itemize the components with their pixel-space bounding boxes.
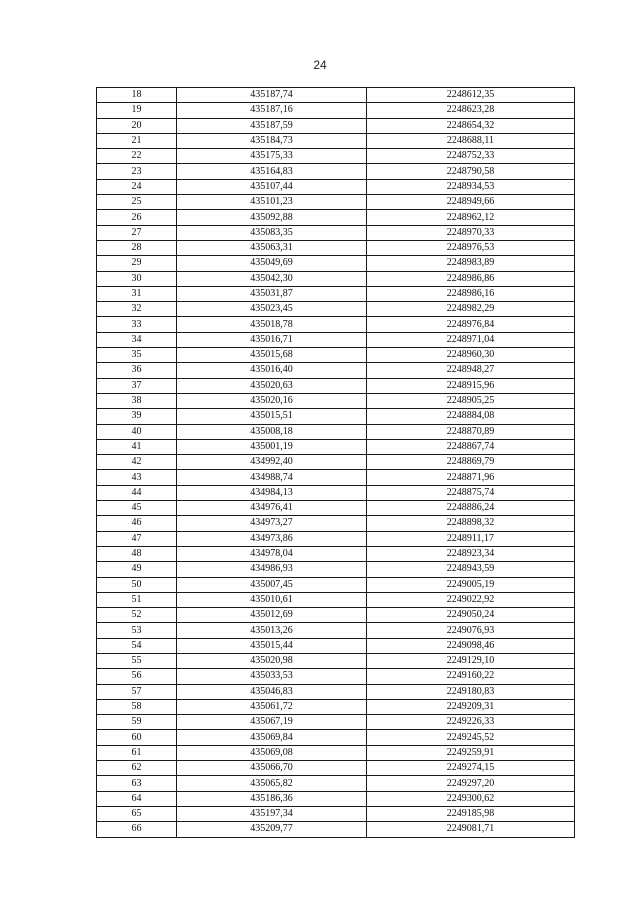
x-coordinate-cell: 435066,70: [177, 761, 367, 776]
table-row: [97, 378, 575, 393]
table-row: [97, 195, 575, 210]
x-coordinate-cell: 435013,26: [177, 623, 367, 638]
x-coordinate-cell: 434992,40: [177, 455, 367, 470]
table-row: [97, 699, 575, 714]
x-coordinate-cell: 434978,04: [177, 546, 367, 561]
x-coordinate-cell: 435042,30: [177, 271, 367, 286]
point-number-cell: 29: [97, 256, 177, 271]
x-coordinate-cell: 435023,45: [177, 302, 367, 317]
point-number-cell: 49: [97, 562, 177, 577]
y-coordinate-cell: 2248886,24: [367, 501, 575, 516]
point-number-cell: 50: [97, 577, 177, 592]
x-coordinate-cell: 434984,13: [177, 485, 367, 500]
x-coordinate-cell: 435020,98: [177, 653, 367, 668]
table-row: [97, 791, 575, 806]
table-row: [97, 715, 575, 730]
point-number-cell: 26: [97, 210, 177, 225]
x-coordinate-cell: 435083,35: [177, 225, 367, 240]
point-number-cell: 51: [97, 592, 177, 607]
point-number-cell: 21: [97, 133, 177, 148]
y-coordinate-cell: 2248898,32: [367, 516, 575, 531]
point-number-cell: 64: [97, 791, 177, 806]
point-number-cell: 37: [97, 378, 177, 393]
point-number-cell: 46: [97, 516, 177, 531]
table-row: [97, 103, 575, 118]
table-row: [97, 149, 575, 164]
point-number-cell: 25: [97, 195, 177, 210]
point-number-cell: 56: [97, 669, 177, 684]
x-coordinate-cell: 435015,51: [177, 409, 367, 424]
table-row: [97, 485, 575, 500]
table-row: [97, 210, 575, 225]
point-number-cell: 40: [97, 424, 177, 439]
table-row: [97, 562, 575, 577]
table-row: [97, 638, 575, 653]
y-coordinate-cell: 2248982,29: [367, 302, 575, 317]
table-row: [97, 608, 575, 623]
y-coordinate-cell: 2248983,89: [367, 256, 575, 271]
y-coordinate-cell: 2248934,53: [367, 179, 575, 194]
x-coordinate-cell: 435067,19: [177, 715, 367, 730]
y-coordinate-cell: 2249160,22: [367, 669, 575, 684]
table-row: [97, 730, 575, 745]
y-coordinate-cell: 2248986,86: [367, 271, 575, 286]
y-coordinate-cell: 2248688,11: [367, 133, 575, 148]
y-coordinate-cell: 2248623,28: [367, 103, 575, 118]
point-number-cell: 52: [97, 608, 177, 623]
table-row: [97, 501, 575, 516]
x-coordinate-cell: 435046,83: [177, 684, 367, 699]
table-row: [97, 776, 575, 791]
coordinates-table-body: [97, 88, 575, 838]
table-row: [97, 822, 575, 837]
table-row: [97, 531, 575, 546]
y-coordinate-cell: 2249005,19: [367, 577, 575, 592]
x-coordinate-cell: 435197,34: [177, 806, 367, 821]
point-number-cell: 59: [97, 715, 177, 730]
y-coordinate-cell: 2248884,08: [367, 409, 575, 424]
x-coordinate-cell: 435164,83: [177, 164, 367, 179]
y-coordinate-cell: 2248612,35: [367, 88, 575, 103]
x-coordinate-cell: 434973,86: [177, 531, 367, 546]
point-number-cell: 57: [97, 684, 177, 699]
point-number-cell: 34: [97, 332, 177, 347]
y-coordinate-cell: 2248949,66: [367, 195, 575, 210]
point-number-cell: 62: [97, 761, 177, 776]
point-number-cell: 28: [97, 240, 177, 255]
point-number-cell: 20: [97, 118, 177, 133]
y-coordinate-cell: 2248960,30: [367, 348, 575, 363]
x-coordinate-cell: 435107,44: [177, 179, 367, 194]
y-coordinate-cell: 2249274,15: [367, 761, 575, 776]
y-coordinate-cell: 2248948,27: [367, 363, 575, 378]
table-row: [97, 546, 575, 561]
x-coordinate-cell: 434973,27: [177, 516, 367, 531]
point-number-cell: 55: [97, 653, 177, 668]
y-coordinate-cell: 2248871,96: [367, 470, 575, 485]
x-coordinate-cell: 435020,16: [177, 393, 367, 408]
table-row: [97, 577, 575, 592]
x-coordinate-cell: 435012,69: [177, 608, 367, 623]
point-number-cell: 23: [97, 164, 177, 179]
x-coordinate-cell: 435001,19: [177, 439, 367, 454]
y-coordinate-cell: 2248923,34: [367, 546, 575, 561]
x-coordinate-cell: 434976,41: [177, 501, 367, 516]
y-coordinate-cell: 2248867,74: [367, 439, 575, 454]
point-number-cell: 18: [97, 88, 177, 103]
table-row: [97, 271, 575, 286]
point-number-cell: 19: [97, 103, 177, 118]
table-row: [97, 761, 575, 776]
x-coordinate-cell: 435033,53: [177, 669, 367, 684]
point-number-cell: 61: [97, 745, 177, 760]
point-number-cell: 60: [97, 730, 177, 745]
y-coordinate-cell: 2248943,59: [367, 562, 575, 577]
point-number-cell: 27: [97, 225, 177, 240]
y-coordinate-cell: 2248870,89: [367, 424, 575, 439]
table-row: [97, 393, 575, 408]
x-coordinate-cell: 435016,71: [177, 332, 367, 347]
x-coordinate-cell: 435092,88: [177, 210, 367, 225]
point-number-cell: 33: [97, 317, 177, 332]
x-coordinate-cell: 435008,18: [177, 424, 367, 439]
y-coordinate-cell: 2248976,53: [367, 240, 575, 255]
point-number-cell: 42: [97, 455, 177, 470]
table-row: [97, 424, 575, 439]
y-coordinate-cell: 2248752,33: [367, 149, 575, 164]
x-coordinate-cell: 435187,16: [177, 103, 367, 118]
y-coordinate-cell: 2249098,46: [367, 638, 575, 653]
point-number-cell: 30: [97, 271, 177, 286]
y-coordinate-cell: 2248911,17: [367, 531, 575, 546]
point-number-cell: 45: [97, 501, 177, 516]
y-coordinate-cell: 2249022,92: [367, 592, 575, 607]
y-coordinate-cell: 2249076,93: [367, 623, 575, 638]
x-coordinate-cell: 435031,87: [177, 286, 367, 301]
x-coordinate-cell: 435187,59: [177, 118, 367, 133]
y-coordinate-cell: 2248976,84: [367, 317, 575, 332]
point-number-cell: 58: [97, 699, 177, 714]
point-number-cell: 39: [97, 409, 177, 424]
point-number-cell: 41: [97, 439, 177, 454]
y-coordinate-cell: 2248654,32: [367, 118, 575, 133]
table-row: [97, 317, 575, 332]
table-row: [97, 348, 575, 363]
y-coordinate-cell: 2248962,12: [367, 210, 575, 225]
x-coordinate-cell: 435101,23: [177, 195, 367, 210]
page-number: 24: [313, 58, 327, 72]
point-number-cell: 32: [97, 302, 177, 317]
table-row: [97, 286, 575, 301]
table-row: [97, 409, 575, 424]
x-coordinate-cell: 435187,74: [177, 88, 367, 103]
table-row: [97, 439, 575, 454]
x-coordinate-cell: 435063,31: [177, 240, 367, 255]
table-row: [97, 470, 575, 485]
x-coordinate-cell: 435184,73: [177, 133, 367, 148]
table-row: [97, 516, 575, 531]
point-number-cell: 24: [97, 179, 177, 194]
y-coordinate-cell: 2248971,04: [367, 332, 575, 347]
point-number-cell: 54: [97, 638, 177, 653]
y-coordinate-cell: 2249180,83: [367, 684, 575, 699]
table-row: [97, 240, 575, 255]
x-coordinate-cell: 435010,61: [177, 592, 367, 607]
table-row: [97, 118, 575, 133]
table-row: [97, 332, 575, 347]
y-coordinate-cell: 2249185,98: [367, 806, 575, 821]
x-coordinate-cell: 434988,74: [177, 470, 367, 485]
x-coordinate-cell: 435061,72: [177, 699, 367, 714]
table-row: [97, 225, 575, 240]
y-coordinate-cell: 2248986,16: [367, 286, 575, 301]
x-coordinate-cell: 435016,40: [177, 363, 367, 378]
point-number-cell: 63: [97, 776, 177, 791]
table-row: [97, 363, 575, 378]
y-coordinate-cell: 2248905,25: [367, 393, 575, 408]
y-coordinate-cell: 2249259,91: [367, 745, 575, 760]
point-number-cell: 43: [97, 470, 177, 485]
table-row: [97, 179, 575, 194]
x-coordinate-cell: 435049,69: [177, 256, 367, 271]
x-coordinate-cell: 434986,93: [177, 562, 367, 577]
table-row: [97, 592, 575, 607]
x-coordinate-cell: 435007,45: [177, 577, 367, 592]
table-row: [97, 669, 575, 684]
point-number-cell: 22: [97, 149, 177, 164]
y-coordinate-cell: 2249209,31: [367, 699, 575, 714]
point-number-cell: 44: [97, 485, 177, 500]
table-row: [97, 623, 575, 638]
y-coordinate-cell: 2249300,62: [367, 791, 575, 806]
x-coordinate-cell: 435065,82: [177, 776, 367, 791]
y-coordinate-cell: 2249129,10: [367, 653, 575, 668]
x-coordinate-cell: 435209,77: [177, 822, 367, 837]
point-number-cell: 48: [97, 546, 177, 561]
y-coordinate-cell: 2248970,33: [367, 225, 575, 240]
point-number-cell: 36: [97, 363, 177, 378]
point-number-cell: 66: [97, 822, 177, 837]
table-row: [97, 653, 575, 668]
point-number-cell: 31: [97, 286, 177, 301]
coordinates-table: [96, 87, 575, 838]
point-number-cell: 53: [97, 623, 177, 638]
point-number-cell: 38: [97, 393, 177, 408]
table-row: [97, 133, 575, 148]
x-coordinate-cell: 435020,63: [177, 378, 367, 393]
table-row: [97, 88, 575, 103]
point-number-cell: 47: [97, 531, 177, 546]
y-coordinate-cell: 2249226,33: [367, 715, 575, 730]
y-coordinate-cell: 2249297,20: [367, 776, 575, 791]
y-coordinate-cell: 2248875,74: [367, 485, 575, 500]
table-row: [97, 806, 575, 821]
y-coordinate-cell: 2249081,71: [367, 822, 575, 837]
y-coordinate-cell: 2249245,52: [367, 730, 575, 745]
x-coordinate-cell: 435069,08: [177, 745, 367, 760]
x-coordinate-cell: 435015,68: [177, 348, 367, 363]
x-coordinate-cell: 435186,36: [177, 791, 367, 806]
y-coordinate-cell: 2248790,58: [367, 164, 575, 179]
table-row: [97, 302, 575, 317]
table-row: [97, 256, 575, 271]
y-coordinate-cell: 2248915,96: [367, 378, 575, 393]
x-coordinate-cell: 435069,84: [177, 730, 367, 745]
y-coordinate-cell: 2248869,79: [367, 455, 575, 470]
x-coordinate-cell: 435018,78: [177, 317, 367, 332]
x-coordinate-cell: 435015,44: [177, 638, 367, 653]
x-coordinate-cell: 435175,33: [177, 149, 367, 164]
table-row: [97, 745, 575, 760]
y-coordinate-cell: 2249050,24: [367, 608, 575, 623]
point-number-cell: 35: [97, 348, 177, 363]
table-row: [97, 684, 575, 699]
table-row: [97, 164, 575, 179]
table-row: [97, 455, 575, 470]
point-number-cell: 65: [97, 806, 177, 821]
